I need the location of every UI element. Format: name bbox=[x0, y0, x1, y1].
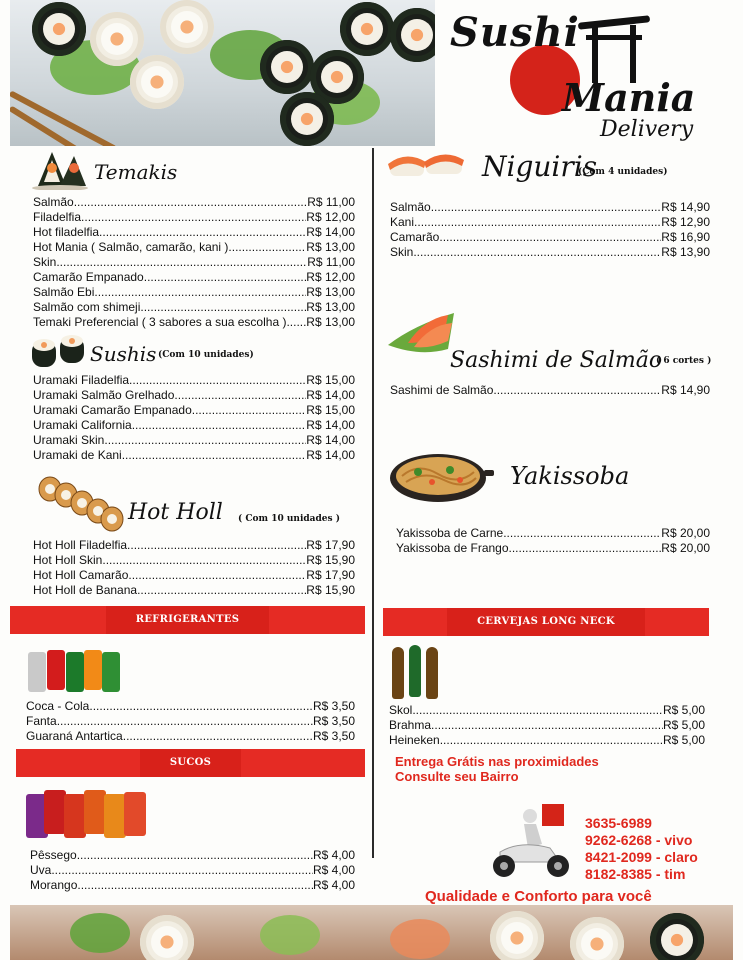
hotholl-subtitle: ( Com 10 unidades ) bbox=[238, 514, 340, 524]
dot-leader bbox=[127, 538, 306, 553]
menu-item-name: Kani bbox=[390, 215, 415, 229]
dot-leader bbox=[509, 541, 662, 556]
dot-leader bbox=[414, 215, 661, 230]
menu-item-name: Heineken bbox=[389, 733, 440, 747]
menu-item-price: R$ 4,00 bbox=[312, 863, 355, 877]
menu-item-row bbox=[30, 878, 355, 893]
dot-leader bbox=[286, 315, 306, 330]
dot-leader bbox=[439, 230, 661, 245]
dot-leader bbox=[431, 200, 662, 215]
dot-leader bbox=[493, 383, 661, 398]
menu-item-row bbox=[390, 215, 710, 230]
sucos-list bbox=[30, 848, 355, 893]
menu-item-row bbox=[30, 848, 355, 863]
banner-cervejas bbox=[383, 608, 709, 636]
menu-item-name: Uramaki Salmão Grelhado bbox=[33, 388, 175, 402]
menu-item-row bbox=[33, 373, 355, 388]
menu-item-row bbox=[33, 418, 355, 433]
dot-leader bbox=[74, 195, 308, 210]
temaki-icon bbox=[30, 148, 90, 190]
yakissoba-icon bbox=[388, 448, 494, 506]
menu-item-name: Skin bbox=[390, 245, 414, 259]
dot-leader bbox=[132, 418, 307, 433]
dot-leader bbox=[228, 240, 306, 255]
menu-item-row bbox=[26, 714, 355, 729]
delivery-notice-line2: Consulte seu Bairro bbox=[395, 769, 519, 784]
menu-item-price: R$ 14,00 bbox=[306, 418, 355, 432]
menu-item-price: R$ 14,00 bbox=[306, 433, 355, 447]
menu-item-name: Salmão Ebi bbox=[33, 285, 95, 299]
menu-item-name: Brahma bbox=[389, 718, 432, 732]
cervejas-list bbox=[389, 703, 705, 748]
menu-item-price: R$ 12,90 bbox=[661, 215, 710, 229]
menu-item-price: R$ 4,00 bbox=[312, 848, 355, 862]
menu-item-price: R$ 17,90 bbox=[306, 568, 355, 582]
menu-item-row bbox=[33, 583, 355, 598]
menu-item-name: Salmão bbox=[390, 200, 431, 214]
dot-leader bbox=[57, 714, 313, 729]
menu-item-row bbox=[26, 699, 355, 714]
menu-item-name: Hot Holl Camarão bbox=[33, 568, 129, 582]
menu-item-price: R$ 5,00 bbox=[662, 733, 705, 747]
menu-item-row bbox=[396, 541, 710, 556]
phone-number: 8182-8385 - tim bbox=[585, 866, 686, 882]
sushis-subtitle: (Com 10 unidades) bbox=[158, 350, 254, 360]
menu-item-price: R$ 14,90 bbox=[661, 383, 710, 397]
dot-leader bbox=[102, 553, 306, 568]
menu-item-row bbox=[33, 448, 355, 463]
banner-sucos-label: SUCOS bbox=[140, 749, 241, 777]
menu-item-price: R$ 15,00 bbox=[306, 403, 355, 417]
menu-item-name: Hot Holl Filadelfia bbox=[33, 538, 128, 552]
menu-item-name: Pêssego bbox=[30, 848, 77, 862]
menu-item-price: R$ 14,90 bbox=[661, 200, 710, 214]
menu-item-price: R$ 13,00 bbox=[306, 315, 355, 329]
menu-item-name: Uramaki de Kani bbox=[33, 448, 122, 462]
sashimi-subtitle: ( 6 cortes ) bbox=[656, 356, 712, 366]
menu-item-price: R$ 3,50 bbox=[312, 729, 355, 743]
dot-leader bbox=[129, 373, 306, 388]
menu-item-price: R$ 17,90 bbox=[306, 538, 355, 552]
menu-item-price: R$ 12,00 bbox=[306, 270, 355, 284]
menu-item-price: R$ 5,00 bbox=[662, 718, 705, 732]
menu-item-row bbox=[33, 403, 355, 418]
dot-leader bbox=[192, 403, 307, 418]
section-title-temakis: Temakis bbox=[94, 160, 178, 184]
menu-item-row bbox=[33, 553, 355, 568]
dot-leader bbox=[122, 448, 307, 463]
menu-item-name: Guaraná Antartica bbox=[26, 729, 123, 743]
menu-item-name: Uva bbox=[30, 863, 52, 877]
menu-item-row bbox=[33, 285, 355, 300]
niguiris-subtitle: (Com 4 unidades) bbox=[578, 167, 668, 177]
menu-item-price: R$ 11,00 bbox=[307, 255, 355, 269]
menu-item-price: R$ 4,00 bbox=[312, 878, 355, 892]
menu-item-name: Hot Mania ( Salmão, camarão, kani ) bbox=[33, 240, 229, 254]
dot-leader bbox=[77, 878, 313, 893]
menu-item-price: R$ 20,00 bbox=[661, 541, 710, 555]
dot-leader bbox=[128, 568, 306, 583]
banner-sucos bbox=[16, 749, 365, 777]
menu-item-row bbox=[30, 863, 355, 878]
menu-item-name: Yakissoba de Carne bbox=[396, 526, 504, 540]
menu-item-row bbox=[33, 195, 355, 210]
menu-item-name: Hot Holl Skin bbox=[33, 553, 103, 567]
menu-item-name: Yakissoba de Frango bbox=[396, 541, 509, 555]
section-title-sashimi: Sashimi de Salmão bbox=[450, 348, 663, 373]
phone-number: 9262-6268 - vivo bbox=[585, 832, 693, 848]
menu-item-row bbox=[33, 210, 355, 225]
menu-item-price: R$ 15,00 bbox=[306, 373, 355, 387]
menu-item-name: Skin bbox=[33, 255, 57, 269]
temakis-list bbox=[33, 195, 355, 330]
menu-item-row bbox=[33, 300, 355, 315]
delivery-notice-line1: Entrega Grátis nas proximidades bbox=[395, 754, 599, 769]
beer-bottles-photo bbox=[392, 645, 442, 701]
menu-item-name: Sashimi de Salmão bbox=[390, 383, 494, 397]
menu-item-name: Temaki Preferencial ( 3 sabores a sua escolha ) bbox=[33, 315, 287, 329]
dot-leader bbox=[440, 733, 663, 748]
brand-name-line3: Delivery bbox=[600, 117, 694, 142]
menu-item-row bbox=[396, 526, 710, 541]
menu-item-price: R$ 14,00 bbox=[306, 448, 355, 462]
delivery-scooter-icon bbox=[480, 800, 580, 882]
menu-item-price: R$ 14,00 bbox=[306, 225, 355, 239]
dot-leader bbox=[123, 729, 313, 744]
slogan: Qualidade e Conforto para você bbox=[425, 888, 652, 905]
menu-item-row bbox=[390, 230, 710, 245]
sushis-list bbox=[33, 373, 355, 463]
phone-number: 3635-6989 bbox=[585, 815, 652, 831]
dot-leader bbox=[51, 863, 313, 878]
column-divider bbox=[372, 148, 374, 858]
dot-leader bbox=[174, 388, 306, 403]
menu-item-price: R$ 15,90 bbox=[306, 553, 355, 567]
delivery-notice bbox=[395, 754, 599, 784]
menu-item-price: R$ 3,50 bbox=[312, 714, 355, 728]
niguiris-list bbox=[390, 200, 710, 260]
dot-leader bbox=[81, 210, 306, 225]
menu-item-price: R$ 11,00 bbox=[307, 195, 355, 209]
menu-item-row bbox=[390, 245, 710, 260]
brand-logo bbox=[450, 5, 710, 145]
menu-item-row bbox=[33, 240, 355, 255]
menu-item-name: Salmão com shimeji bbox=[33, 300, 141, 314]
menu-item-price: R$ 3,50 bbox=[312, 699, 355, 713]
dot-leader bbox=[56, 255, 307, 270]
dot-leader bbox=[137, 583, 306, 598]
section-title-niguiris: Niguiris bbox=[482, 150, 598, 183]
dot-leader bbox=[77, 848, 313, 863]
menu-item-row bbox=[33, 568, 355, 583]
sushi-bottom-photo bbox=[10, 905, 733, 960]
brand-name-line2: Mania bbox=[562, 75, 696, 120]
menu-item-row bbox=[33, 538, 355, 553]
menu-item-name: Fanta bbox=[26, 714, 57, 728]
menu-item-row bbox=[389, 718, 705, 733]
yakissoba-list bbox=[396, 526, 710, 556]
phone-number: 8421-2099 - claro bbox=[585, 849, 698, 865]
menu-item-row bbox=[33, 270, 355, 285]
dot-leader bbox=[94, 285, 306, 300]
section-title-hotholl: Hot Holl bbox=[128, 500, 223, 525]
juice-boxes-photo bbox=[26, 790, 148, 842]
menu-item-name: Uramaki Skin bbox=[33, 433, 105, 447]
menu-item-price: R$ 16,90 bbox=[661, 230, 710, 244]
menu-item-price: R$ 14,00 bbox=[306, 388, 355, 402]
hotholl-list bbox=[33, 538, 355, 598]
menu-item-row bbox=[33, 255, 355, 270]
menu-item-price: R$ 20,00 bbox=[661, 526, 710, 540]
phone-list bbox=[585, 815, 698, 883]
menu-item-row bbox=[389, 703, 705, 718]
dot-leader bbox=[104, 433, 306, 448]
sashimi-list bbox=[390, 383, 710, 398]
hot-roll-icon bbox=[36, 475, 126, 535]
dot-leader bbox=[431, 718, 663, 733]
banner-cervejas-label: CERVEJAS LONG NECK bbox=[447, 608, 645, 636]
dot-leader bbox=[89, 699, 313, 714]
menu-item-price: R$ 5,00 bbox=[662, 703, 705, 717]
section-title-yakissoba: Yakissoba bbox=[510, 462, 630, 490]
menu-item-name: Uramaki California bbox=[33, 418, 132, 432]
menu-item-name: Skol bbox=[389, 703, 413, 717]
dot-leader bbox=[412, 703, 663, 718]
dot-leader bbox=[140, 300, 306, 315]
menu-item-name: Hot filadelfia bbox=[33, 225, 100, 239]
menu-item-price: R$ 13,00 bbox=[306, 285, 355, 299]
banner-refrigerantes-label: REFRIGERANTES bbox=[106, 606, 270, 634]
banner-refrigerantes bbox=[10, 606, 365, 634]
menu-item-row bbox=[26, 729, 355, 744]
dot-leader bbox=[413, 245, 661, 260]
menu-item-row bbox=[33, 433, 355, 448]
menu-item-name: Uramaki Camarão Empanado bbox=[33, 403, 192, 417]
section-title-sushis: Sushis bbox=[90, 342, 157, 366]
menu-item-price: R$ 13,00 bbox=[306, 240, 355, 254]
menu-item-name: Camarão Empanado bbox=[33, 270, 144, 284]
menu-item-name: Filadelfia bbox=[33, 210, 82, 224]
menu-item-row bbox=[390, 383, 710, 398]
dot-leader bbox=[99, 225, 306, 240]
menu-item-name: Coca - Cola bbox=[26, 699, 90, 713]
menu-item-row bbox=[33, 388, 355, 403]
niguiri-icon bbox=[386, 146, 466, 182]
soda-cans-photo bbox=[28, 650, 120, 694]
sushi-platter-photo bbox=[10, 0, 435, 146]
menu-item-row bbox=[33, 315, 355, 330]
menu-item-row bbox=[390, 200, 710, 215]
sushi-rolls-icon bbox=[30, 333, 86, 371]
menu-item-name: Salmão bbox=[33, 195, 74, 209]
brand-name-line1: Sushi bbox=[450, 9, 580, 56]
menu-item-name: Morango bbox=[30, 878, 78, 892]
torii-gate-icon bbox=[578, 13, 650, 83]
menu-item-name: Camarão bbox=[390, 230, 440, 244]
menu-item-row bbox=[33, 225, 355, 240]
menu-item-price: R$ 13,90 bbox=[661, 245, 710, 259]
refrigerantes-list bbox=[26, 699, 355, 744]
menu-item-price: R$ 13,00 bbox=[306, 300, 355, 314]
menu-item-row bbox=[389, 733, 705, 748]
dot-leader bbox=[503, 526, 661, 541]
menu-item-price: R$ 15,90 bbox=[306, 583, 355, 597]
menu-item-name: Hot Holl de Banana bbox=[33, 583, 138, 597]
dot-leader bbox=[144, 270, 307, 285]
menu-item-name: Uramaki Filadelfia bbox=[33, 373, 130, 387]
menu-item-price: R$ 12,00 bbox=[306, 210, 355, 224]
